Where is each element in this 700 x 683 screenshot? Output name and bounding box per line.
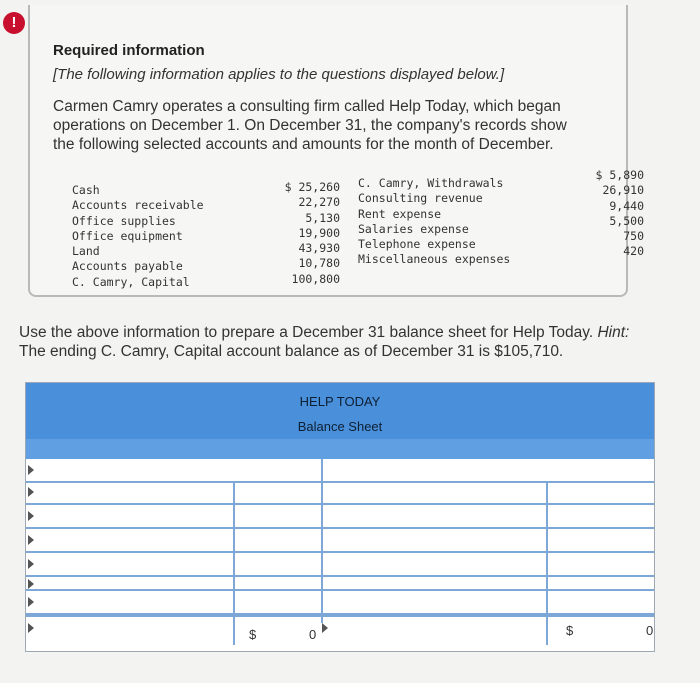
- alert-icon: !: [3, 12, 25, 34]
- account-amount: 43,930: [298, 241, 340, 256]
- account-name: Office supplies: [72, 213, 176, 228]
- instructions: [19, 323, 659, 361]
- account-amount: 100,800: [291, 271, 340, 286]
- balance-sheet-table: [25, 382, 655, 652]
- account-name: Accounts receivable: [72, 198, 204, 213]
- account-name: C. Camry, Capital: [72, 274, 190, 289]
- total-left-value: 0: [309, 627, 317, 642]
- company-name: HELP TODAY: [26, 383, 654, 417]
- right-account-amounts: [572, 168, 644, 260]
- account-amount: 750: [623, 229, 644, 244]
- account-name: Accounts payable: [72, 259, 183, 274]
- right-account-names: [358, 176, 510, 268]
- table-row[interactable]: [26, 591, 654, 615]
- account-name: Office equipment: [72, 228, 183, 243]
- account-name: Rent expense: [358, 206, 442, 221]
- table-row[interactable]: [26, 481, 654, 505]
- column-divider: [321, 459, 323, 623]
- row-marker-icon: [28, 511, 34, 521]
- sheet-title: Balance Sheet: [26, 416, 654, 440]
- intro-paragraph: Carmen Camry operates a consulting firm called Help Today, which began operations on December 1. On December 31, the company's records show the following selected accounts and amounts for the month of December.: [53, 98, 567, 153]
- left-account-names: [72, 183, 204, 290]
- hint-label: Hint:: [597, 324, 630, 341]
- row-marker-icon: [28, 559, 34, 569]
- required-info-title: Required information: [53, 42, 205, 59]
- account-amount: 5,130: [305, 210, 340, 225]
- row-marker-icon: [28, 579, 34, 589]
- total-right-value: 0: [646, 623, 654, 638]
- account-amount: 9,440: [609, 198, 644, 213]
- account-amount: 26,910: [602, 183, 644, 198]
- account-amount: 19,900: [298, 225, 340, 240]
- row-marker-icon: [28, 487, 34, 497]
- table-row[interactable]: [26, 567, 654, 591]
- instructions-text: Use the above information to prepare a December 31 balance sheet for Help Today.: [19, 324, 598, 341]
- account-amount: 22,270: [298, 195, 340, 210]
- table-row[interactable]: [26, 529, 654, 553]
- account-name: Consulting revenue: [358, 191, 483, 206]
- account-amount: 5,500: [609, 213, 644, 228]
- account-name: Telephone expense: [358, 237, 476, 252]
- account-name: Miscellaneous expenses: [358, 252, 511, 267]
- account-amount: $ 25,260: [284, 180, 340, 194]
- hint-text: The ending C. Camry, Capital account balance as of December 31 is $105,710.: [19, 343, 564, 360]
- account-name: Land: [72, 244, 100, 259]
- required-info-subtitle: [The following information applies to the questions displayed below.]: [53, 66, 505, 83]
- row-marker-icon: [28, 597, 34, 607]
- account-name: Cash: [72, 183, 100, 197]
- table-row[interactable]: [26, 459, 654, 483]
- account-name: Salaries expense: [358, 221, 469, 236]
- account-amount: $ 5,890: [595, 168, 644, 182]
- left-account-amounts: [268, 180, 340, 287]
- table-row[interactable]: [26, 505, 654, 529]
- account-name: C. Camry, Withdrawals: [358, 176, 504, 190]
- section-header-row[interactable]: [26, 439, 654, 459]
- row-marker-icon: [28, 535, 34, 545]
- total-left-currency: $: [249, 627, 257, 642]
- total-right-currency: $: [566, 623, 574, 638]
- account-amount: 10,780: [298, 256, 340, 271]
- account-amount: 420: [623, 244, 644, 259]
- total-row[interactable]: [26, 615, 654, 653]
- row-marker-icon: [28, 465, 34, 475]
